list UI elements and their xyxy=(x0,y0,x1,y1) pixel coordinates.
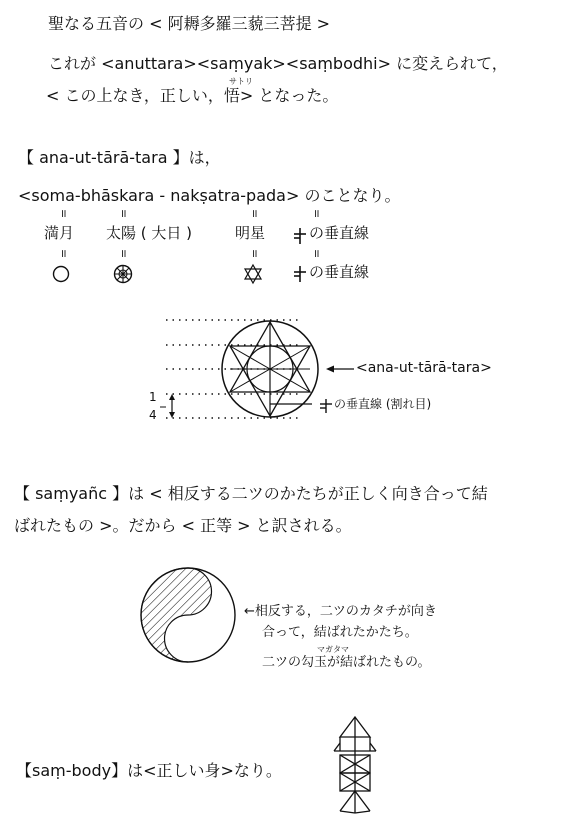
equals-mark: ॥ xyxy=(60,207,65,220)
ruby-magatama: マガタマ xyxy=(317,645,349,654)
label-sun: 太陽 ( 大日 ) xyxy=(106,224,193,242)
cross-symbol-icon xyxy=(293,266,307,282)
diagram1-callout-main: <ana-ut-tārā-tara> xyxy=(356,360,492,376)
equals-mark: ॥ xyxy=(60,247,65,260)
section1-heading: 【 ana-ut-tārā-tara 】は， xyxy=(18,148,221,167)
section2-line-2: ばれたもの >。だから < 正等 > と訳される。 xyxy=(14,516,352,535)
intro-line-3 xyxy=(46,88,338,104)
intro-word-satori: 悟 xyxy=(223,86,240,105)
body-figure-diagram xyxy=(330,715,380,815)
sun-wheel-icon xyxy=(113,264,133,284)
intro-line-1: 聖なる五音の < 阿耨多羅三藐三菩提 > xyxy=(48,14,331,33)
diagram2-note-1: ←相反する，二ツのカタチが向き xyxy=(244,604,437,619)
label-full-moon: 満月 xyxy=(44,224,75,242)
equals-mark: ॥ xyxy=(251,207,256,220)
equals-mark: ॥ xyxy=(120,207,125,220)
equals-mark: ॥ xyxy=(120,247,125,260)
equals-mark: ॥ xyxy=(251,247,256,260)
equals-mark: ॥ xyxy=(313,207,318,220)
intro-line-3-pre: < この上なき，正しい， xyxy=(46,86,224,105)
fraction-numerator: 1 xyxy=(149,390,157,404)
equals-mark: ॥ xyxy=(313,247,318,260)
full-moon-circle-icon xyxy=(52,265,70,283)
intro-line-2: これが <anuttara><saṃyak><saṃbodhi> に変えられて， xyxy=(48,54,508,73)
section2-line-1: 【 saṃyañc 】は < 相反する二ツのかたちが正しく向き合って結 xyxy=(14,484,488,503)
star-of-david-icon xyxy=(243,264,263,284)
hexagram-circle-diagram xyxy=(0,300,581,440)
label-morning-star: 明星 xyxy=(235,224,266,242)
section3-text: 【saṃ-body】は<正しい身>なり。 xyxy=(16,761,282,780)
fraction-denominator: 4 xyxy=(149,408,157,422)
label-vertical-line-2: の垂直線 xyxy=(309,263,370,281)
intro-line-3-post: > となった。 xyxy=(239,86,339,105)
cross-symbol-icon xyxy=(293,228,307,244)
ruby-satori: サトリ xyxy=(229,77,253,86)
diagram2-note-3: 二ツの勾玉が結ばれたもの。 xyxy=(262,655,431,670)
label-vertical-line: の垂直線 xyxy=(309,224,370,242)
magatama-yinyang-diagram xyxy=(138,565,238,665)
diagram2-note-2: 合って，結ばれたかたち。 xyxy=(262,625,418,640)
section1-sanskrit: <soma-bhāskara - nakṣatra-pada> のことなり。 xyxy=(18,186,401,205)
diagram1-callout-sub: の垂直線 (割れ目) xyxy=(334,397,432,411)
